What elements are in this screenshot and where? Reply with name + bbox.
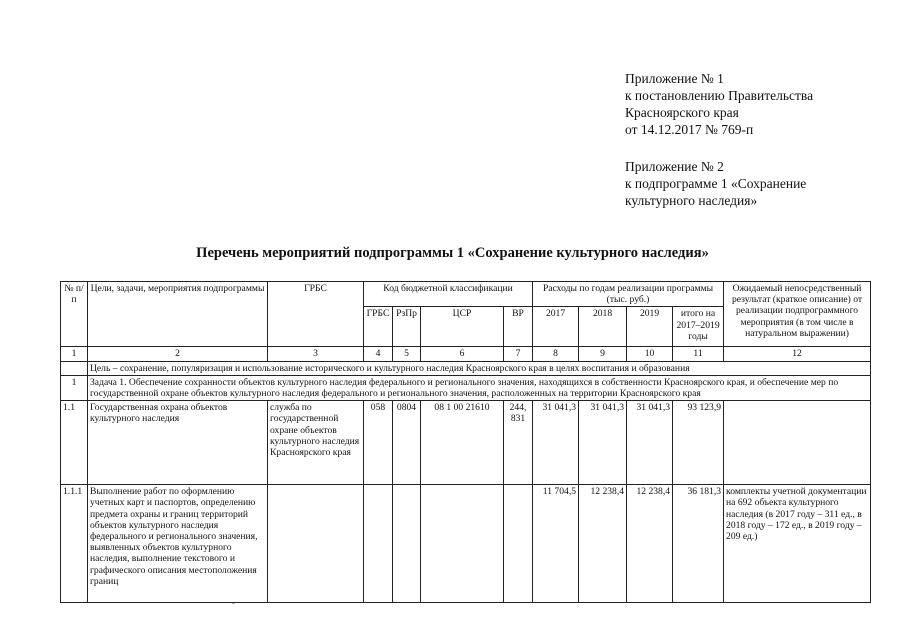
- header-2017: 2017: [533, 307, 579, 347]
- goal-row: [61, 361, 871, 375]
- column-number: 1: [61, 347, 88, 361]
- row-2017: 11 704,5: [533, 485, 579, 603]
- row-2019: 31 041,3: [627, 401, 673, 485]
- goal-num-cell: [61, 361, 88, 375]
- column-number: 9: [579, 347, 627, 361]
- header-grbs: ГРБС: [268, 282, 364, 347]
- document-title: Перечень мероприятий подпрограммы 1 «Сохранение культурного наследия»: [196, 245, 709, 261]
- header-budget-code: Код бюджетной классификации: [364, 282, 533, 307]
- header-goals: Цели, задачи, мероприятия подпрограммы: [88, 282, 268, 347]
- task-row: [61, 375, 871, 400]
- header-2019: 2019: [627, 307, 673, 347]
- row-2017: 31 041,3: [533, 401, 579, 485]
- appendix-1-line2: к постановлению Правительства: [625, 88, 814, 103]
- appendix-1-line3: Красноярского края: [625, 105, 739, 120]
- appendix-2-line2: к подпрограмме 1 «Сохранение: [625, 176, 807, 191]
- header-grbs-code: ГРБС: [364, 307, 393, 347]
- row-grbs-code: [364, 485, 393, 603]
- row-num: 1.1: [61, 401, 88, 485]
- column-number: 10: [627, 347, 673, 361]
- column-number: 7: [504, 347, 533, 361]
- header-row-1: [61, 282, 871, 307]
- column-number: 8: [533, 347, 579, 361]
- task-num: 1: [61, 375, 88, 400]
- row-vr: 244, 831: [504, 401, 533, 485]
- header-rzpr: РзПр: [393, 307, 421, 347]
- header-2018: 2018: [579, 307, 627, 347]
- row-grbs-code: 058: [364, 401, 393, 485]
- row-name: Выполнение работ по оформлению учетных карт и паспортов, определению предмета охраны и границ территорий объектов культурного наследия федерального и регионального значения, выявленных объектов культурного наследия, выполнение текстового и графического описания местоположения границ: [88, 485, 268, 603]
- row-rzpr: [393, 485, 421, 603]
- header-vr: ВР: [504, 307, 533, 347]
- row-grbs: служба по государственной охране объектов культурного наследия Красноярского края: [268, 401, 364, 485]
- row-rzpr: 0804: [393, 401, 421, 485]
- row-csr: 08 1 00 21610: [421, 401, 504, 485]
- appendix-1-block: [625, 70, 813, 138]
- appendix-1-line1: Приложение № 1: [625, 71, 724, 86]
- table-row: [61, 485, 871, 603]
- appendix-2-block: [625, 158, 806, 209]
- appendix-2-line3: культурного наследия»: [625, 193, 758, 208]
- header-total: итого на 2017–2019 годы: [673, 307, 724, 347]
- column-number: 5: [393, 347, 421, 361]
- row-total: 93 123,9: [673, 401, 724, 485]
- appendix-2-line1: Приложение № 2: [625, 159, 724, 174]
- table-row: [61, 401, 871, 485]
- column-numbers-row: [61, 347, 871, 361]
- header-csr: ЦСР: [421, 307, 504, 347]
- column-number: 11: [673, 347, 724, 361]
- column-number: 12: [724, 347, 871, 361]
- row-2018: 31 041,3: [579, 401, 627, 485]
- column-number: 6: [421, 347, 504, 361]
- scan-speck: [232, 603, 235, 604]
- column-number: 4: [364, 347, 393, 361]
- row-grbs: [268, 485, 364, 603]
- header-expenses: Расходы по годам реализации программы (тыс. руб.): [533, 282, 724, 307]
- goal-text: Цель – сохранение, популяризация и использование исторического и культурного наследия Красноярского края в целях воспитания и образования: [88, 361, 871, 375]
- row-2019: 12 238,4: [627, 485, 673, 603]
- activities-table: [60, 281, 871, 603]
- row-result: [724, 401, 871, 485]
- column-number: 3: [268, 347, 364, 361]
- row-2018: 12 238,4: [579, 485, 627, 603]
- row-vr: [504, 485, 533, 603]
- row-num: 1.1.1: [61, 485, 88, 603]
- appendix-1-line4: от 14.12.2017 № 769-п: [625, 122, 754, 137]
- header-num: № п/п: [61, 282, 88, 347]
- row-result: комплекты учетной документации на 692 объекта культурного наследия (в 2017 году – 311 ед., в 2018 году – 172 ед., в 2019 году – 209 ед.): [724, 485, 871, 603]
- row-csr: [421, 485, 504, 603]
- header-result: Ожидаемый непосредственный результат (краткое описание) от реализации подпрограммного мероприятия (в том числе в натуральном выражении): [724, 282, 871, 347]
- row-total: 36 181,3: [673, 485, 724, 603]
- row-name: Государственная охрана объектов культурного наследия: [88, 401, 268, 485]
- task-text: Задача 1. Обеспечение сохранности объектов культурного наследия федерального и регионального значения, находящихся в собственности Красноярского края, и обеспечение мер по государственной охране объектов культурного наследия федерального и регионального значения, расположенных на территории Красноярского края: [88, 375, 871, 400]
- column-number: 2: [88, 347, 268, 361]
